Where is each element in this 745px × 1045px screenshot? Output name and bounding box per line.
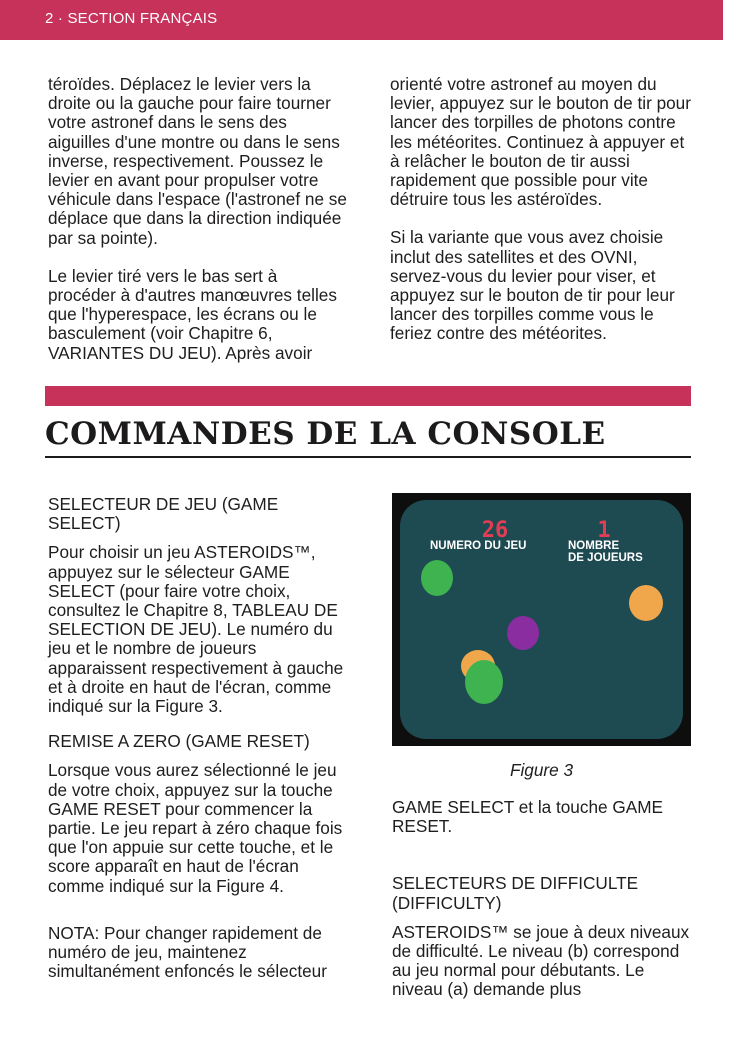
game-select-continuation: GAME SELECT et la touche GAME RESET. bbox=[392, 797, 663, 837]
intro-right-paragraph-2: Si la variante que vous avez choisie inclut des satellites et des OVNI, servez-vous du levier pour viser, et appuyez sur le bouton de tir pour leur lancer des torpilles comme vous le feriez contre des météorites. bbox=[390, 227, 675, 344]
asteroid-green-small bbox=[421, 560, 453, 596]
controls-right-column bbox=[392, 798, 692, 1000]
section-divider-bar bbox=[45, 386, 691, 406]
controls-left-column bbox=[48, 495, 348, 981]
player-count-digit: 1 bbox=[597, 518, 611, 543]
intro-right-column bbox=[390, 75, 691, 344]
section-title: COMMANDES DE LA CONSOLE bbox=[45, 416, 606, 452]
intro-right-paragraph-1: orienté votre astronef au moyen du levier, appuyez sur le bouton de tir pour lancer des torpilles de photons contre les météorites. Continuez à appuyer et à relâcher le bouton de tir aussi rapidement que possible pour vite détruire tous les astéroïdes. bbox=[390, 74, 691, 210]
game-reset-heading: REMISE A ZERO (GAME RESET) bbox=[48, 731, 310, 752]
game-number-label: NUMERO DU JEU bbox=[430, 540, 527, 552]
players-label-line-2: DE JOUEURS bbox=[568, 552, 643, 564]
players-label-line-1: NOMBRE bbox=[568, 540, 620, 552]
tv-screen-illustration bbox=[392, 493, 691, 746]
intro-left-column bbox=[48, 75, 348, 363]
game-select-paragraph: Pour choisir un jeu ASTEROIDS™, appuyez sur le sélecteur GAME SELECT (pour faire votre choix, consultez le Chapitre 8, TABLEAU DE SELECTION DE JEU). Le numéro du jeu et le nombre de joueurs apparaissent respectivement à gauche et à droite en haut de l'écran, comme indiqué sur la Figure 3. bbox=[48, 542, 344, 717]
nota-label: NOTA: bbox=[48, 922, 100, 943]
nota-text: Pour changer rapidement de numéro de jeu, maintenez simultanément enfoncés le sélecteur bbox=[48, 922, 327, 982]
section-title-rule bbox=[45, 456, 691, 458]
intro-left-paragraph-2: Le levier tiré vers le bas sert à procéder à d'autres manœuvres telles que l'hyperespace, les écrans ou le basculement (voir Chapitre 6, VARIANTES DU JEU). Après avoir bbox=[48, 265, 337, 363]
game-reset-paragraph: Lorsque vous aurez sélectionné le jeu de votre choix, appuyez sur la touche GAME RESET pour commencer la partie. Le jeu repart à zéro chaque fois que l'on appuie sur cette touche, et le score apparaît en haut de l'écran comme indiqué sur la Figure 4. bbox=[48, 760, 343, 896]
figure-caption: Figure 3 bbox=[509, 760, 574, 780]
asteroid-green-large bbox=[465, 660, 503, 704]
figure-3-screen bbox=[392, 493, 691, 746]
nota-paragraph bbox=[48, 924, 348, 982]
game-number-digits: 26 bbox=[481, 518, 509, 543]
header-bar bbox=[0, 0, 723, 40]
asteroid-orange-right bbox=[629, 585, 663, 621]
difficulty-paragraph: ASTEROIDS™ se joue à deux niveaux de difficulté. Le niveau (b) correspond au jeu normal pour débutants. Le niveau (a) demande plus bbox=[392, 921, 690, 1000]
game-select-heading: SELECTEUR DE JEU (GAME SELECT) bbox=[48, 494, 279, 534]
asteroid-purple bbox=[507, 616, 539, 650]
intro-left-paragraph-1: téroïdes. Déplacez le levier vers la droite ou la gauche pour faire tourner votre astronef dans le sens des aiguilles d'une montre ou dans le sens inverse, respectivement. Poussez le levier en avant pour propulser votre véhicule dans l'espace (l'astronef ne se déplace que dans la direction indiquée par sa pointe). bbox=[48, 74, 347, 248]
section-label: 2 · SECTION FRANÇAIS bbox=[45, 10, 218, 27]
difficulty-heading: SELECTEURS DE DIFFICULTE (DIFFICULTY) bbox=[392, 873, 639, 913]
